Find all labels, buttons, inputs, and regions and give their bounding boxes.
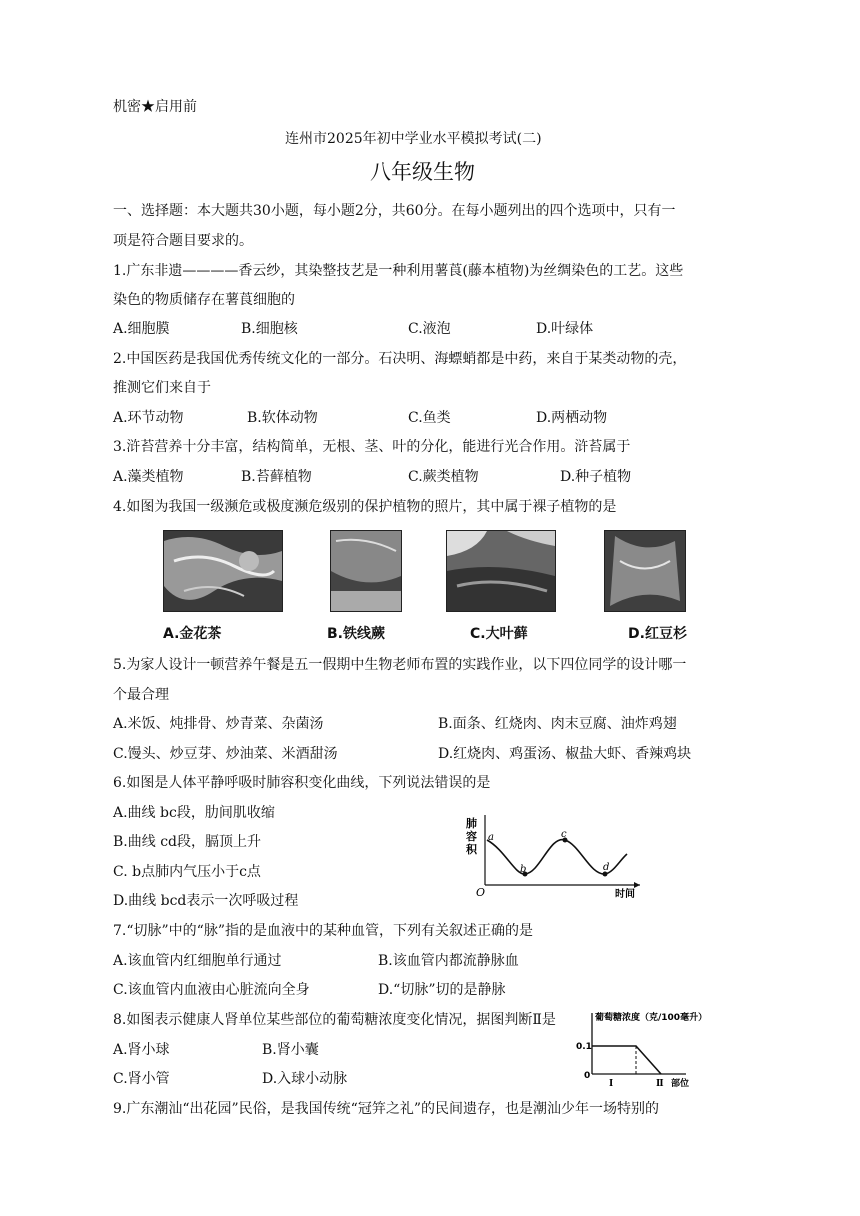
section-instruction-line1: 一、选择题：本大题共30小题，每小题2分，共60分。在每小题列出的四个选项中，只有一 [113,203,676,219]
plant-photo-d [604,530,686,612]
glucose-figure [574,1008,754,1090]
confidential-mark: 机密★启用前 [113,99,197,115]
q3-option-a: A.藻类植物 [113,469,184,485]
q1-option-b: B.细胞核 [241,321,298,337]
plant-photo-b [330,530,402,612]
exam-title: 连州市2025年初中学业水平模拟考试(二) [285,131,542,147]
q7-option-b: B.该血管内都流静脉血 [378,953,519,969]
plant-caption-d: D.红豆杉 [628,626,687,642]
q5-stem-line2: 个最合理 [113,687,169,703]
q7-option-d: D.“切脉”切的是静脉 [378,982,506,998]
q2-option-b: B.软体动物 [247,410,318,426]
q6-stem: 6.如图是人体平静呼吸时肺容积变化曲线，下列说法错误的是 [113,775,491,791]
q3-option-c: C.蕨类植物 [408,469,479,485]
x-tick-ii: Ⅱ [656,1079,664,1089]
lung-volume-figure [465,810,645,900]
plant-caption-b: B.铁线蕨 [327,626,385,642]
plant-photo-c [446,530,556,612]
section-instruction-line2: 项是符合题目要求的。 [113,233,253,249]
y-tick-0: 0 [584,1071,591,1081]
q5-stem-line1: 5.为家人设计一顿营养午餐是五一假期中生物老师布置的实践作业，以下四位同学的设计哪一 [113,657,687,673]
glucose-title: 葡萄糖浓度（克/100毫升） [595,1013,708,1023]
q9-stem: 9.广东潮汕“出花园”民俗，是我国传统“冠笄之礼”的民间遗存，也是潮汕少年一场特别的 [113,1101,659,1117]
q7-stem: 7.“切脉”中的“脉”指的是血液中的某种血管，下列有关叙述正确的是 [113,923,533,939]
q4-stem: 4.如图为我国一级濒危或极度濒危级别的保护植物的照片，其中属于裸子植物的是 [113,499,617,515]
y-tick-0.1: 0.1 [576,1042,592,1052]
plant-caption-c: C.大叶藓 [470,626,528,642]
xlabel: 时间 [615,889,635,900]
q1-option-a: A.细胞膜 [113,321,170,337]
glucose-line [592,1046,661,1074]
q2-stem-line1: 2.中国医药是我国优秀传统文化的一部分。石决明、海螵蛸都是中药，来自于某类动物的壳， [113,351,687,367]
q1-option-c: C.液泡 [408,321,451,337]
q6-option-b: B.曲线 cd段，膈顶上升 [113,834,261,850]
origin-label: O [476,886,486,899]
x-tick-i: Ⅰ [609,1079,614,1089]
q3-option-d: D.种子植物 [560,469,632,485]
q8-option-d: D.入球小动脉 [262,1071,348,1087]
ylabel-3: 积 [466,843,477,856]
q8-option-b: B.肾小囊 [262,1042,319,1058]
point-b-label: b [520,864,527,875]
ylabel-2: 容 [466,830,477,843]
q6-option-d: D.曲线 bcd表示一次呼吸过程 [113,893,299,909]
q8-stem: 8.如图表示健康人肾单位某些部位的葡萄糖浓度变化情况，据图判断Ⅱ是 [113,1012,556,1028]
q5-option-d: D.红烧肉、鸡蛋汤、椒盐大虾、香辣鸡块 [438,746,692,762]
point-d-label: d [603,862,610,873]
q1-stem-line2: 染色的物质储存在薯莨细胞的 [113,292,295,308]
x-axis-label: 部位 [671,1079,690,1089]
q6-option-c: C. b点肺内气压小于c点 [113,864,261,880]
q1-option-d: D.叶绿体 [536,321,594,337]
q3-stem: 3.浒苔营养十分丰富，结构简单，无根、茎、叶的分化，能进行光合作用。浒苔属于 [113,439,631,455]
q8-option-c: C.肾小管 [113,1071,170,1087]
q7-option-c: C.该血管内血液由心脏流向全身 [113,982,310,998]
q2-option-d: D.两栖动物 [536,410,608,426]
point-c-label: c [561,829,567,840]
q3-option-b: B.苔藓植物 [241,469,312,485]
plant-caption-a: A.金花茶 [163,626,222,642]
q7-option-a: A.该血管内红细胞单行通过 [113,953,282,969]
q8-option-a: A.肾小球 [113,1042,170,1058]
q2-option-c: C.鱼类 [408,410,451,426]
ylabel-1: 肺 [466,817,477,830]
q2-stem-line2: 推测它们来自于 [113,380,211,396]
q1-stem-line1: 1.广东非遗————香云纱，其染整技艺是一种利用薯莨(藤本植物)为丝绸染色的工艺。这些 [113,263,684,279]
q5-option-b: B.面条、红烧肉、肉末豆腐、油炸鸡翅 [438,716,677,732]
q2-option-a: A.环节动物 [113,410,184,426]
point-a-label: a [488,832,494,843]
plant-photo-a [163,530,283,612]
q6-option-a: A.曲线 bc段，肋间肌收缩 [113,805,275,821]
q5-option-c: C.馒头、炒豆芽、炒油菜、米酒甜汤 [113,746,338,762]
q5-option-a: A.米饭、炖排骨、炒青菜、杂菌汤 [113,716,324,732]
subject-title: 八年级生物 [370,160,475,184]
